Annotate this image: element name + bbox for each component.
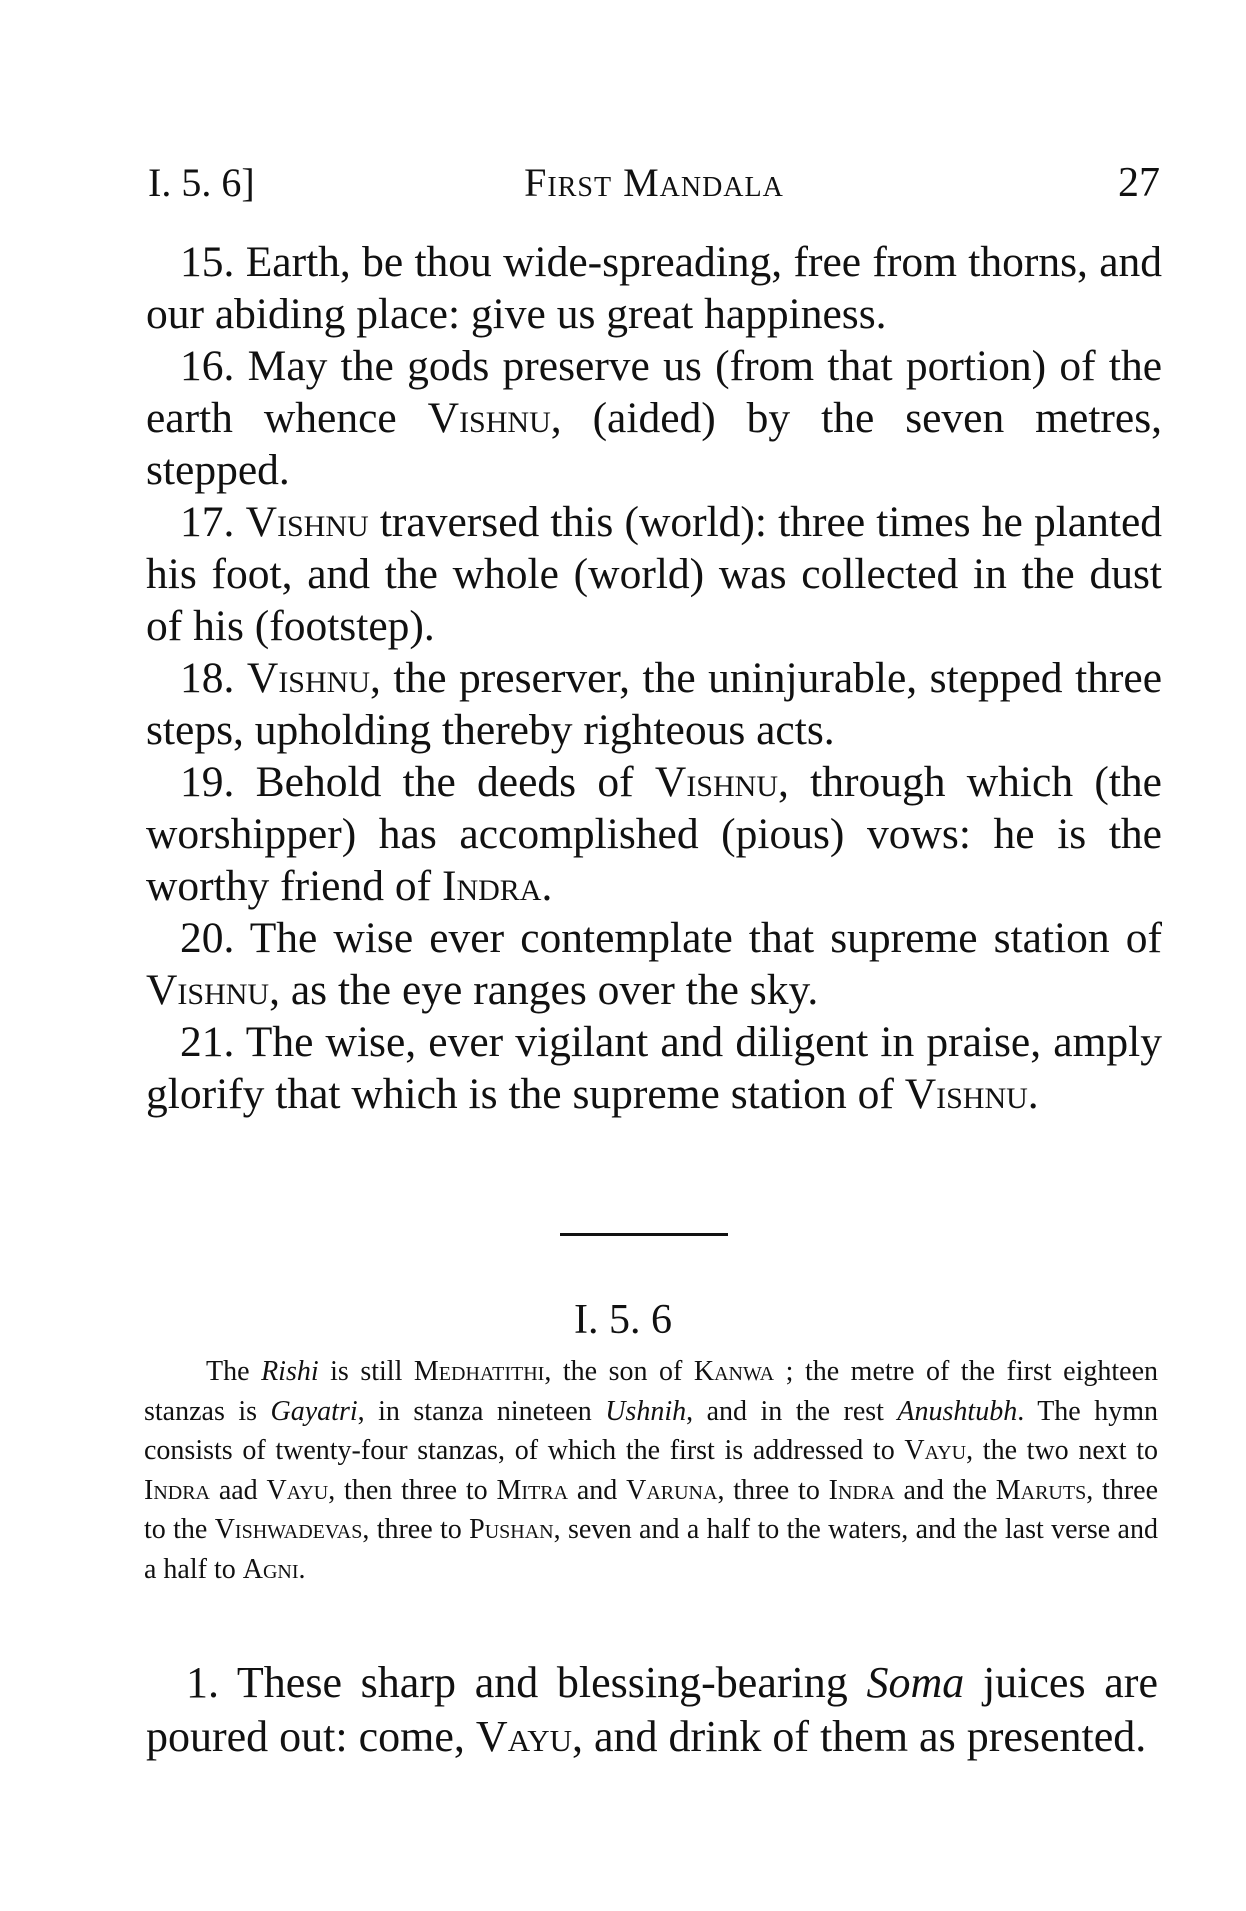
intro-text: , then three to: [328, 1474, 497, 1506]
verse-text: .: [541, 862, 553, 910]
intro-text: , three to: [362, 1514, 470, 1546]
intro-text: , seven and a half to the waters, and the last verse and a half to: [144, 1514, 1158, 1585]
verse-16: [146, 340, 1162, 496]
deity-name: Pushan: [469, 1514, 554, 1546]
verse-text: Earth, be thou wide-spreading, free from thorns, and our abiding place: give us great happiness.: [146, 238, 1163, 338]
intro-text: aad: [210, 1474, 267, 1506]
page-title: First Mandala: [524, 160, 784, 205]
metre-name: Anushtubh: [897, 1395, 1018, 1427]
metre-name: Gayatri: [270, 1395, 358, 1427]
deity-name: Vishnu: [245, 498, 369, 546]
verse-text: The wise, ever vigilant and diligent in praise, amply glorify that which is the supreme station of: [146, 1018, 1162, 1118]
deity-name: Indra: [441, 862, 542, 910]
deity-name: Maruts: [995, 1474, 1087, 1506]
verse-number: 18.: [180, 654, 235, 702]
verse-17: [146, 496, 1162, 652]
verse-text: , and drink of them as presented.: [572, 1712, 1147, 1761]
deity-name: Vishnu: [654, 758, 778, 806]
verse-number: 20.: [180, 914, 235, 962]
deity-name: Varuna: [626, 1474, 718, 1506]
verse-number: 19.: [180, 758, 235, 806]
verse-number: 17.: [180, 498, 235, 546]
verse-18: [146, 652, 1162, 756]
deity-name: Indra: [828, 1474, 895, 1506]
intro-text: , in stanza nineteen: [357, 1395, 606, 1427]
deity-name: Vishnu: [904, 1070, 1028, 1118]
verse-text: , the preserver, the uninjurable, stepped three steps, upholding thereby righteous acts.: [146, 654, 1163, 754]
verse-text: , through which (the worshipper) has accomplished (pious) vows: he is the worthy friend of: [146, 758, 1162, 910]
intro-text: , and in the rest: [686, 1395, 898, 1427]
intro-text: , three to the: [144, 1474, 1158, 1546]
verse-number: 21.: [180, 1018, 235, 1066]
deity-name: Vayu: [475, 1712, 573, 1761]
deity-name: Vishnu: [427, 394, 551, 442]
deity-name: Agni: [242, 1553, 299, 1585]
rishi-name: Kanwa: [693, 1356, 775, 1387]
intro-text: .: [298, 1553, 306, 1585]
section-reference: I. 5. 6]: [148, 160, 255, 205]
verse-number: 1.: [186, 1658, 219, 1707]
intro-text: is still: [318, 1356, 414, 1387]
soma-term: Soma: [866, 1658, 965, 1707]
verse-19: [146, 756, 1162, 912]
rishi-name: Medhatithi: [413, 1356, 545, 1387]
intro-text: and: [568, 1474, 627, 1506]
intro-text: , three to: [717, 1474, 829, 1506]
verse-21: [146, 1016, 1162, 1120]
verse-text: traversed this (world): three times he planted his foot, and the whole (world) was collected in the dust of his (footstep).: [146, 498, 1163, 650]
deity-name: Indra: [144, 1474, 210, 1506]
intro-text: , the son of: [544, 1356, 694, 1387]
intro-text: The: [206, 1356, 262, 1387]
intro-text: . The hymn consists of twenty-four stanzas, of which the first is addressed to: [144, 1395, 1158, 1467]
verse-15: [146, 236, 1162, 340]
deity-name: Vishnu: [146, 966, 270, 1014]
section-divider: [560, 1233, 728, 1236]
deity-name: Vishwadevas: [214, 1514, 363, 1546]
intro-text: , the two next to: [966, 1435, 1159, 1467]
verse-text: .: [1027, 1070, 1039, 1118]
verse-text: Behold the deeds of: [255, 758, 655, 806]
intro-text: ; the metre of the first eighteen stanzas is: [144, 1356, 1159, 1427]
deity-name: Vayu: [266, 1474, 329, 1506]
verse-text: , (aided) by the seven metres, stepped.: [146, 394, 1162, 494]
deity-name: Vayu: [904, 1435, 967, 1467]
verse-number: 15.: [180, 238, 235, 286]
running-head: [148, 155, 1160, 211]
intro-text: and the: [894, 1474, 996, 1506]
hymn-introduction: [144, 1352, 1158, 1590]
verse-text: May the gods preserve us (from that portion) of the earth whence: [146, 342, 1162, 442]
intro-term: Rishi: [261, 1356, 319, 1387]
verse-text: These sharp and blessing-bearing: [236, 1658, 867, 1707]
deity-name: Vishnu: [246, 654, 370, 702]
verse-1: [146, 1656, 1158, 1764]
verse-number: 16.: [180, 342, 235, 390]
verse-20: [146, 912, 1162, 1016]
verse-text: juices are poured out: come,: [146, 1658, 1158, 1761]
verse-list: [146, 236, 1162, 1120]
verse-text: The wise ever contemplate that supreme station of: [249, 914, 1162, 962]
section-number: I. 5. 6: [574, 1297, 672, 1343]
deity-name: Mitra: [496, 1474, 569, 1506]
page-number: 27: [1118, 160, 1160, 206]
verse-text: , as the eye ranges over the sky.: [269, 966, 819, 1014]
metre-name: Ushnih: [605, 1395, 687, 1427]
